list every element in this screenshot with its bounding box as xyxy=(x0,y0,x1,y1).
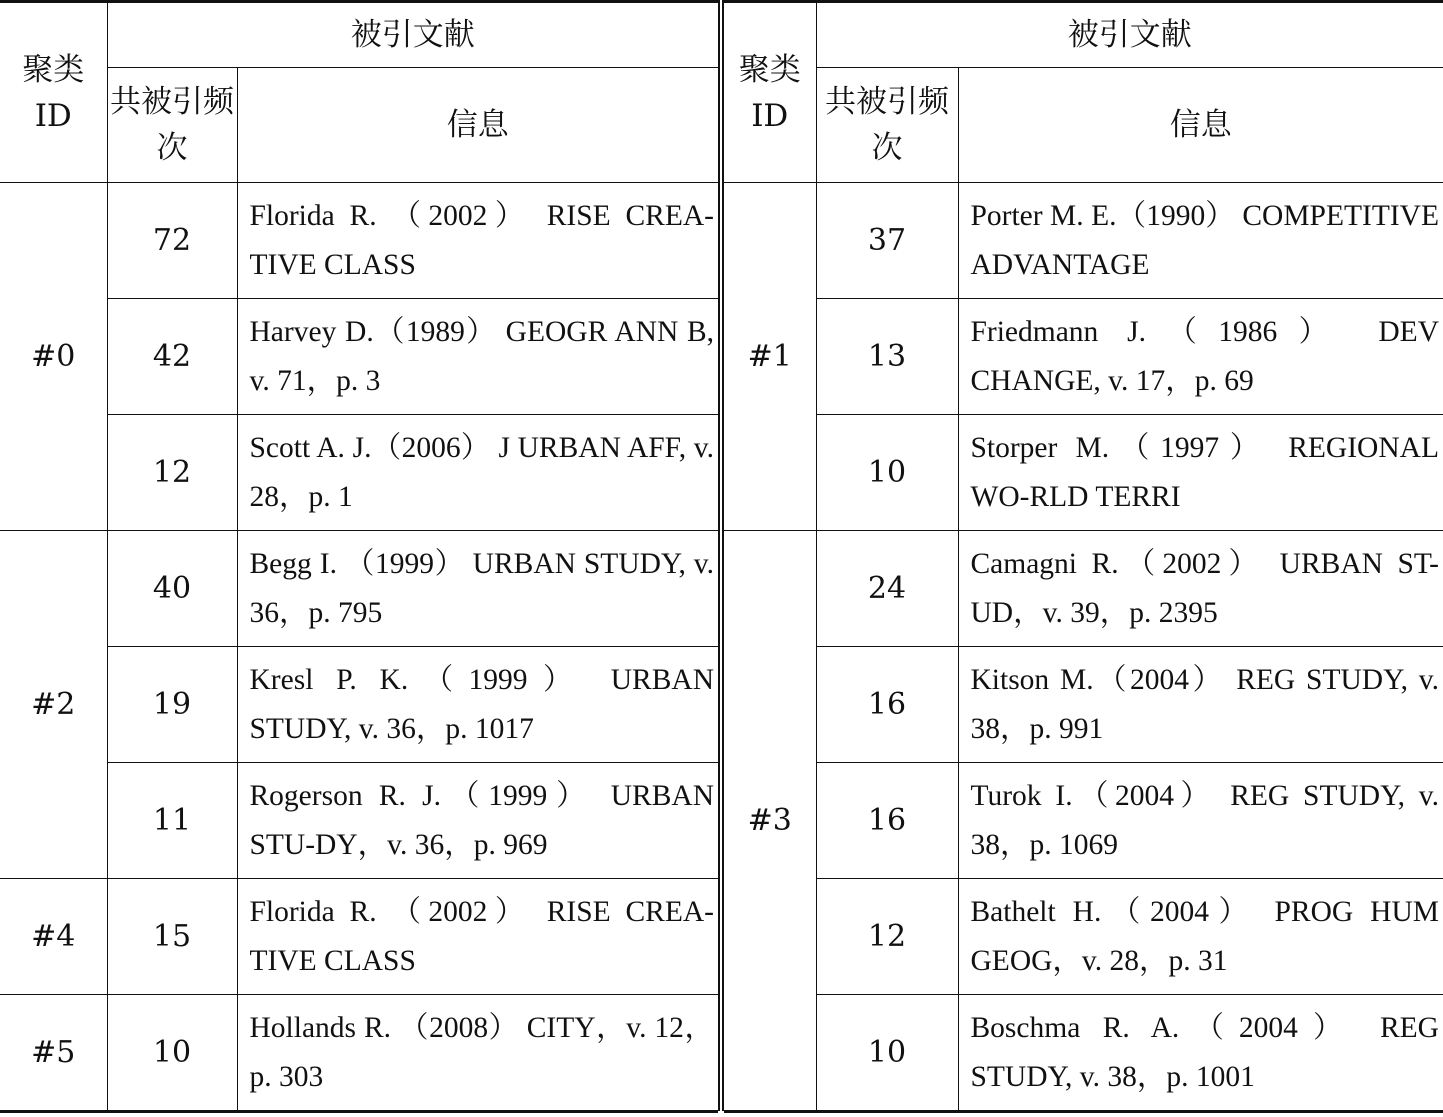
reference-info-cell: Boschma R. A.（2004） REG STUDY, v. 38，p. 1001 xyxy=(970,1011,1439,1093)
frequency-cell: 16 xyxy=(816,763,958,879)
frequency-cell: 16 xyxy=(816,647,958,763)
cited-literature-header: 被引文献 xyxy=(816,2,1443,68)
cluster-id-header: 聚类 ID xyxy=(724,2,816,183)
reference-info-cell: Turok I.（2004） REG STUDY, v. 38，p. 1069 xyxy=(958,763,1443,879)
reference-info-cell: Hollands R. （2008） CITY，v. 12，p. 303 xyxy=(249,1011,714,1093)
reference-info-cell: Harvey D.（1989） GEOGR ANN B, v. 71，p. 3 xyxy=(237,299,718,415)
frequency-cell: 15 xyxy=(107,879,237,995)
reference-info-cell: Kitson M.（2004） REG STUDY, v. 38，p. 991 xyxy=(958,647,1443,763)
frequency-cell: 10 xyxy=(107,995,237,1112)
right-citation-table xyxy=(724,0,1443,1113)
reference-info-cell: Bathelt H.（2004） PROG HUM GEOG，v. 28，p. 31 xyxy=(958,879,1443,995)
frequency-cell: 72 xyxy=(107,183,237,299)
cluster-id-cell: #2 xyxy=(0,531,107,879)
info-header: 信息 xyxy=(237,68,718,183)
cluster-id-header: 聚类 ID xyxy=(0,2,107,183)
reference-info-cell: Kresl P. K.（1999） URBAN STUDY, v. 36，p. 1017 xyxy=(237,647,718,763)
reference-info-cell: Begg I. （1999） URBAN STUDY, v. 36，p. 795 xyxy=(237,531,718,647)
reference-info-cell: Friedmann J.（1986） DEV CHANGE, v. 17，p. 69 xyxy=(958,299,1443,415)
frequency-cell: 40 xyxy=(107,531,237,647)
co-citation-frequency-header: 共被引频次 xyxy=(816,68,958,183)
frequency-cell: 10 xyxy=(816,415,958,531)
info-header: 信息 xyxy=(958,68,1443,183)
reference-info-cell: Scott A. J.（2006） J URBAN AFF, v. 28，p. 1 xyxy=(237,415,718,531)
reference-info-cell: Rogerson R. J.（1999） URBAN STU-DY，v. 36，p. 969 xyxy=(237,763,718,879)
frequency-cell: 13 xyxy=(816,299,958,415)
cited-literature-header: 被引文献 xyxy=(107,2,718,68)
cluster-id-cell: #4 xyxy=(0,879,107,995)
frequency-cell: 11 xyxy=(107,763,237,879)
reference-info-cell: Florida R. （2002） RISE CREA-TIVE CLASS xyxy=(237,879,718,995)
cluster-id-cell: #3 xyxy=(724,531,816,1112)
cluster-id-cell: #0 xyxy=(0,183,107,531)
cluster-id-cell: #5 xyxy=(0,995,107,1112)
frequency-cell: 12 xyxy=(107,415,237,531)
reference-info-cell: Porter M. E.（1990） COMPETITIVE ADVANTAGE xyxy=(958,183,1443,299)
left-citation-table xyxy=(0,0,718,1113)
reference-info-cell: Storper M.（1997） REGIONAL WO-RLD TERRI xyxy=(958,415,1443,531)
frequency-cell: 37 xyxy=(816,183,958,299)
reference-info-cell: Camagni R.（2002） URBAN ST-UD，v. 39，p. 2395 xyxy=(958,531,1443,647)
frequency-cell: 42 xyxy=(107,299,237,415)
frequency-cell: 24 xyxy=(816,531,958,647)
co-citation-frequency-header: 共被引频次 xyxy=(107,68,237,183)
frequency-cell: 12 xyxy=(816,879,958,995)
cluster-id-cell: #1 xyxy=(724,183,816,531)
frequency-cell: 10 xyxy=(816,995,958,1112)
frequency-cell: 19 xyxy=(107,647,237,763)
reference-info-cell: Florida R. （2002） RISE CREA-TIVE CLASS xyxy=(237,183,718,299)
